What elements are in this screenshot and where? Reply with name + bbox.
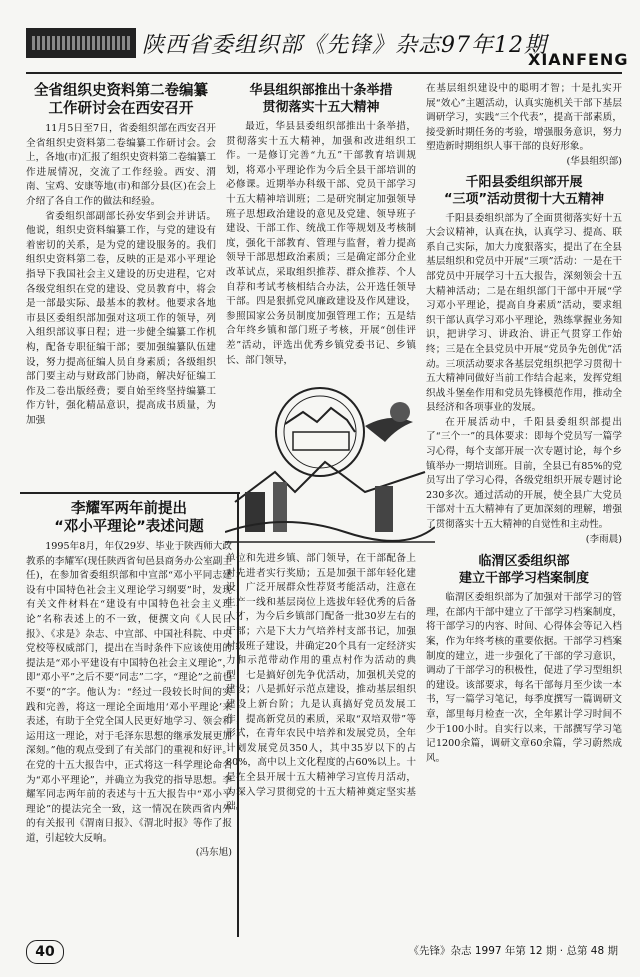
article2-paragraph: 最近，华县县委组织部推出十条举措，贯彻落实十五大精神，加强和改进组织工作。一是修订完善“九五”干部教育培训规划，将邓小平理论作为今后全县干部培训的必修课。近期举办科级干部、党员干部学习十五大精神培训班；二是研究制定加强领导班子思想政治建设的意见及党建、领导班子建设、干部工作、统战工作等规划及考核制度，强化干部教育、管理与监督，着力提高领导干部思想政治素质；三是确定部分企业改革试点，采取组织推荐、群众推荐、个人自荐和考试考核相结合办法，公开选任领导干部。四是狠抓党风廉政建设及作风建设，参照国家公务员制度加强管理工作；五是结合年终乡镇和部门班子考核，开展“创佳评差”活动，评选出优秀乡镇党委书记、乡镇长、部门领导， — [226, 121, 416, 366]
page-number: 40 — [26, 940, 64, 964]
article-huaxian — [226, 82, 416, 382]
article4-title-line1: 千阳县委组织部开展 — [465, 174, 583, 190]
article4-paragraph: 千阳县委组织部为了全面贯彻落实好十五大会议精神，认真在执，认真学习、提高、联系自己实际，加大力度狠落实，提出了在全县基层组织和党员中开展“三项”活动：一是在干部党员中开展学习十五大报告，深刻领会十五大精神活动；二是在组织部门干部中开展“学习邓小平理论，提高自身素质”活动，要求组织干部认真学习邓小平理论，熟练掌握业务知识，把讲学习、讲政治、讲正气贯穿工作始终；三是在全县党员中开展“党员争先创优”活动。三项活动要求各基层党组织把学习贯彻十五大精神同做好当前工作结合起来，发挥党组织战斗堡垒作用和党员先锋模范作用，推动全县经济和各项事业的发展。 — [426, 212, 622, 414]
journal-issue-line: 《先锋》杂志 1997 年第 12 期 · 总第 48 期 — [408, 945, 618, 957]
article4-title-line2: “三项”活动贯彻十大五精神 — [443, 191, 605, 207]
article3-title-line1: 李耀军两年前提出 — [71, 501, 187, 517]
landscape-illustration — [225, 382, 435, 548]
article3-author: (冯东旭) — [195, 847, 232, 859]
article4-paragraph: 在开展活动中，千阳县委组织部提出了“三个一”的具体要求：即每个党员写一篇学习心得，每个支部开展一次专题讨论，每个乡镇举办一期培训班。目前，全县已有85%的党员写出了学习心得，各级党组织开展专题讨论230多次。通过活动的开展，使全县广大党员干部对十五大精神有了更加深刻的理解，增强了贯彻落实十五大精神的自觉性和主动性。 — [426, 416, 622, 531]
article1-title-line1: 全省组织史资料第二卷编纂 — [34, 83, 208, 99]
article4-author: (李雨晨) — [585, 533, 622, 545]
article-huaxian-continued — [226, 552, 416, 934]
article5-title-line1: 临渭区委组织部 — [478, 554, 570, 570]
handwritten-header-note: 陕西省委组织部《先锋》杂志97年12期 — [142, 33, 547, 58]
article3-paragraph: 1995年8月，年仅29岁、毕业于陕西师大政教系的李耀军(现任陕西省旬邑县商务办公室副主任)，在参加省委组织部和中宣部“邓小平同志建设有中国特色社会主义理论学习纲要”时，发现有关文件材料在“建设有中国特色社会主义理论”名称表述上的不一致，便撰文向《人民日报》、《求是》杂志、中宣部、中国社科院、中央党校等权威部门，提出在当时条件下应该使用的提法是“邓小平建设有中国特色社会主义理论”，即“邓小平”之后不要“同志”二字，“理论”之前也不要“的”字。他认为：“经过一段较长时间的实践和完善，将这一理论全面地用‘邓小平理论’来表述，有助于全党全国人民更好地学习、领会和运用这一理论，对于毛泽东思想的继承发展更加深刻。”他的观点受到了有关部门的重视和好评。在党的十五大报告中，正式将这一科学理论命名为“邓小平理论”，并确立为我党的指导思想。李耀军同志两年前的表述与十五大报告中“邓小平理论”的提法完全一致，这一情况在陕西省内外的有关报刊《渭南日报》、《渭北时报》等作了报道，引起较大反响。 — [26, 541, 232, 844]
article5-title-line2: 建立干部学习档案制度 — [458, 571, 589, 587]
journal-brand: XIANFENG — [528, 50, 629, 69]
section-divider-vertical — [237, 492, 239, 937]
article2-title-line1: 华县组织部推出十条举措 — [249, 83, 393, 98]
article-qianyang-linwei — [426, 82, 622, 934]
page-footer — [26, 940, 622, 962]
header-rule — [26, 72, 622, 74]
article3-title-line2: “邓小平理论”表述问题 — [54, 519, 204, 535]
masthead-logo-block — [26, 28, 136, 58]
article5-paragraph: 临渭区委组织部为了加强对干部学习的管理，在部内干部中建立了干部学习档案制度，将干部学习的内容、时间、心得体会等记入档案，作为年终考核的重要依据。干部学习档案制度的建立，进一步强化了干部的学习意识，调动了干部学习的积极性，促进了学习型组织的建设。该部要求，每名干部每月至少读一本书，写一篇学习笔记，每季度撰写一篇调研文章，部里每月检查一次，全年累计学习时间不少于100小时。自实行以来，干部撰写学习笔记1200余篇，调研文章60余篇，学习蔚然成风。 — [426, 592, 622, 764]
article4-lead-paragraph: 在基层组织建设中的聪明才智；十是扎实开展“效心”主题活动，认真实施机关干部下基层调研学习，实践“三个代表”，提高干部素质，接受新时期任务的考验，增强服务意识，努力塑造新时期组织人事干部的良好形象。 — [426, 83, 622, 153]
article2-continued-paragraph: 单位和先进乡镇、部门领导，在干部配备上对先进者实行奖励；五是加强干部年轻化建设，广泛开展群众性荐贤考能活动，注意在生产一线和基层岗位上选拔年轻优秀的后备人才，为今后乡镇部门配备一批30岁左右的干部；六是下大力气培养村支部书记，加强村级班子建设，井确定20个具有一定经济实力和示范带动作用的重点村作为活动的典型；七是搞好创先争优活动，加强机关党的建设；八是抓好示范点建设，推动基层组织建设上新台阶；九是认真搞好党员发展工作，提高新党员的素质，采取“双培双带”等形式，在青年农民中培养和发展党员，全年计划发展党员350人，其中35岁以下的占80%，高中以上文化程度的占60%以上。十是在全县开展十五大精神学习宣传月活动，为深入学习贯彻党的十五大精神奠定坚实基础。 — [226, 553, 416, 813]
article-archive-meeting — [26, 82, 216, 487]
article2-title-line2: 贯彻落实十五大精神 — [262, 100, 380, 115]
article1-title-line2: 工作研讨会在西安召开 — [48, 101, 194, 117]
article1-paragraph: 11月5日至7日，省委组织部在西安召开全省组织史资料第二卷编纂工作研讨会。会上，各地(市)汇报了组织史资料第二卷编纂工作进展情况，交流了工作经验。西安、渭南、宝鸡、安康等地(市)和部分县(区)在会上介绍了各自工作的做法和经验。 — [26, 123, 216, 207]
article4-lead-author: (华县组织部) — [566, 155, 622, 167]
article-deng-theory — [26, 500, 232, 934]
section-divider — [20, 492, 240, 494]
article1-paragraph: 省委组织部副部长孙安华到会并讲话。他说，组织史资料编纂工作，与党的建设有着密切的关系，是为党的建设服务的。我们组织史资料第二卷，反映的正是邓小平理论指导下我国社会主义建设的历史进程，它对各级党组织在党的建设、党员教育中，将会是一部最实际、最基本的教材。他要求各地市县区委组织部加强对这项工作的领导，列入组织部议事日程；进一步健全编纂工作机构，配备专职征编干部；要加强编纂队伍建设，努力提高征编人员自身素质；各级组织部门要主动与财政部门协商，解决好征编工作及二卷出版经费；要自始至终坚持编纂工作方针，强化精品意识，提高成书质量，为加强 — [26, 210, 216, 426]
